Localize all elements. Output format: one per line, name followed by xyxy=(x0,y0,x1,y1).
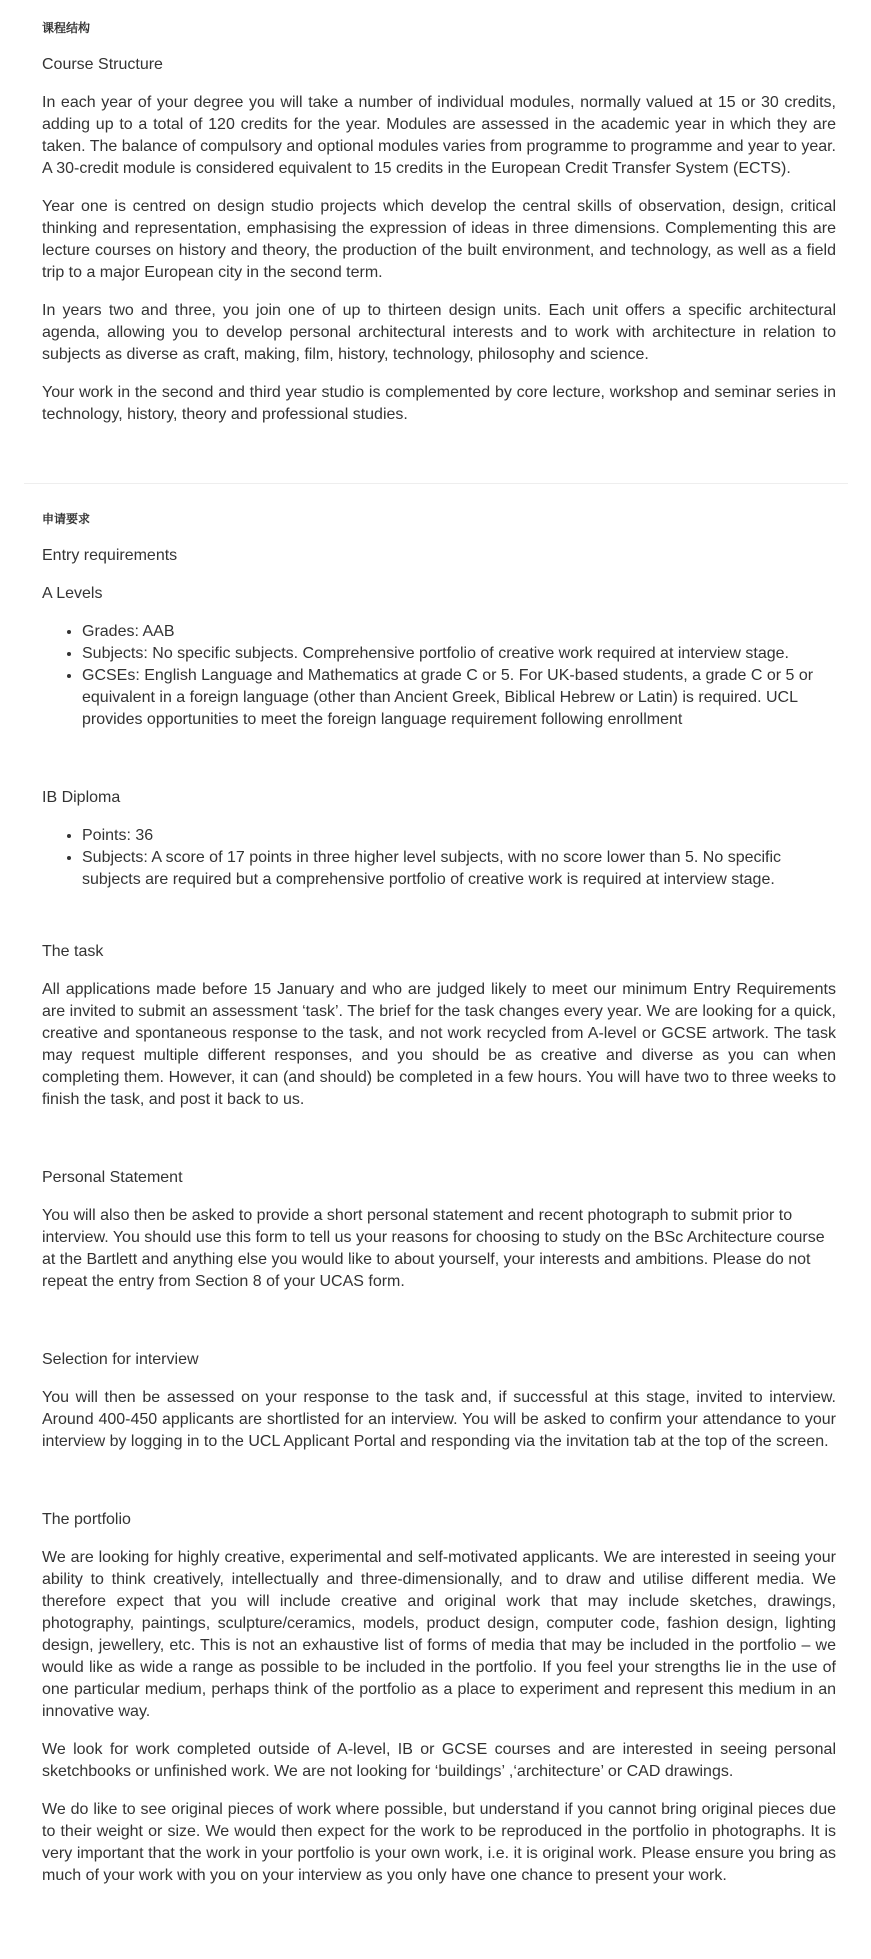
list-item: • GCSEs: English Language and Mathematics at grade C or 5. For UK-based students, a grade C or 5 or equivalent in a foreign language (other than Ancient Greek, Biblical Hebrew or Latin) is required. UCL provides opportunities to meet the foreign language requirement following enrollment xyxy=(82,665,836,731)
course-paragraph-block xyxy=(42,382,836,426)
task-title: The task xyxy=(42,943,104,960)
a-levels-title: A Levels xyxy=(42,585,103,602)
personal-statement-text: You will also then be asked to provide a short personal statement and recent photograph to submit prior to interview. You should use this form to tell us your reasons for choosing to study on the BSc Architecture course at the Bartlett and anything else you would like to about yourself, your interests and ambitions. Please do not repeat the entry from Section 8 of your UCAS form. xyxy=(42,1207,825,1290)
course-structure-section xyxy=(42,19,836,37)
task-text: All applications made before 15 January and who are judged likely to meet our minimum Entry Requirements are invited to submit an assessment ‘task’. The brief for the task changes every year. We are looking for a quick, creative and spontaneous response to the task, and not work recycled from A-level or GCSE artwork. The task may request multiple different responses, and you should be as creative and diverse as you can when completing them. However, it can (and should) be completed in a few hours. You will have two to three weeks to finish the task, and post it back to us. xyxy=(42,981,836,1108)
portfolio-heading-wrap xyxy=(42,1509,836,1531)
list-item: • Points: 36 xyxy=(82,825,836,847)
portfolio-paragraph-block xyxy=(42,1799,836,1887)
ib-diploma-title: IB Diploma xyxy=(42,789,121,806)
portfolio-paragraph-block xyxy=(42,1739,836,1783)
list-item: • Subjects: A score of 17 points in three higher level subjects, with no score lower than 5. No specific subjects are required but a comprehensive portfolio of creative work is required at interview stage. xyxy=(82,847,836,891)
course-paragraph-2: Year one is centred on design studio projects which develop the central skills of observation, design, critical thinking and representation, emphasising the expression of ideas in three dimensions. Complementing this are lecture courses on history and theory, the production of the built environment, and technology, as well as a field trip to a major European city in the second term. xyxy=(42,198,836,281)
ib-heading-wrap xyxy=(42,787,836,809)
portfolio-paragraph-3: We do like to see original pieces of work where possible, but understand if you cannot bring original pieces due to their weight or size. We would then expect for the work to be reproduced in the portfolio in photographs. It is very important that the work in your portfolio is your own work, i.e. it is original work. Please ensure you bring as much of your work with you on your interview as you only have one chance to present your work. xyxy=(42,1801,836,1884)
course-structure-title: Course Structure xyxy=(42,56,163,73)
course-paragraph-3: In years two and three, you join one of up to thirteen design units. Each unit offers a specific architectural agenda, allowing you to develop personal architectural interests and to work with architecture in relation to subjects as diverse as craft, making, film, history, technology, philosophy and science. xyxy=(42,302,836,363)
course-paragraph-block xyxy=(42,92,836,180)
a-levels-heading-wrap xyxy=(42,583,836,605)
ib-diploma-list xyxy=(42,825,836,891)
statement-heading-wrap xyxy=(42,1167,836,1189)
ib-list-wrap xyxy=(42,825,836,891)
portfolio-paragraph-2: We look for work completed outside of A-level, IB or GCSE courses and are interested in seeing personal sketchbooks or unfinished work. We are not looking for ‘buildings’ ,‘architecture’ or CAD drawings. xyxy=(42,1741,836,1780)
course-paragraph-block xyxy=(42,300,836,366)
section-label-entry: 申请要求 xyxy=(42,512,91,526)
selection-title: Selection for interview xyxy=(42,1351,199,1368)
portfolio-title: The portfolio xyxy=(42,1511,131,1528)
a-levels-list xyxy=(42,621,836,731)
personal-statement-title: Personal Statement xyxy=(42,1169,183,1186)
entry-requirements-title: Entry requirements xyxy=(42,547,178,564)
task-text-wrap xyxy=(42,979,836,1111)
portfolio-paragraph-1: We are looking for highly creative, experimental and self-motivated applicants. We are interested in seeing your ability to think creatively, intellectually and three-dimensionally, and to draw and utilise different media. We therefore expect that you will include creative and original work that may include sketches, drawings, photography, paintings, sculpture/ceramics, models, product design, computer code, fashion design, lighting design, jewellery, etc. This is not an exhaustive list of forms of media that may be included in the portfolio – we would like as wide a range as possible to be included in the portfolio. If you feel your strengths lie in the use of one particular medium, perhaps think of the portfolio as a place to experiment and represent this medium in an innovative way. xyxy=(42,1549,836,1720)
course-paragraph-block xyxy=(42,196,836,284)
selection-text-wrap xyxy=(42,1387,836,1453)
entry-requirements-section xyxy=(42,510,836,528)
course-paragraph-1: In each year of your degree you will take a number of individual modules, normally valued at 15 or 30 credits, adding up to a total of 120 credits for the year. Modules are assessed in the academic year in which they are taken. The balance of compulsory and optional modules varies from programme to programme and year to year. A 30-credit module is considered equivalent to 15 credits in the European Credit Transfer System (ECTS). xyxy=(42,94,836,177)
section-divider xyxy=(24,483,848,484)
list-item: • Subjects: No specific subjects. Comprehensive portfolio of creative work required at interview stage. xyxy=(82,643,836,665)
portfolio-paragraph-block xyxy=(42,1547,836,1723)
task-heading-wrap xyxy=(42,941,836,963)
selection-text: You will then be assessed on your response to the task and, if successful at this stage, invited to interview. Around 400-450 applicants are shortlisted for an interview. You will be asked to confirm your attendance to your interview by logging in to the UCL Applicant Portal and responding via the invitation tab at the top of the screen. xyxy=(42,1389,836,1450)
list-item: • Grades: AAB xyxy=(82,621,836,643)
course-paragraph-4: Your work in the second and third year studio is complemented by core lecture, workshop and seminar series in technology, history, theory and professional studies. xyxy=(42,384,836,423)
a-levels-list-wrap xyxy=(42,621,836,731)
selection-heading-wrap xyxy=(42,1349,836,1371)
course-structure-heading-wrap xyxy=(42,54,836,76)
statement-text-wrap xyxy=(42,1205,836,1293)
entry-requirements-heading-wrap xyxy=(42,545,836,567)
section-label-course: 课程结构 xyxy=(42,21,91,35)
